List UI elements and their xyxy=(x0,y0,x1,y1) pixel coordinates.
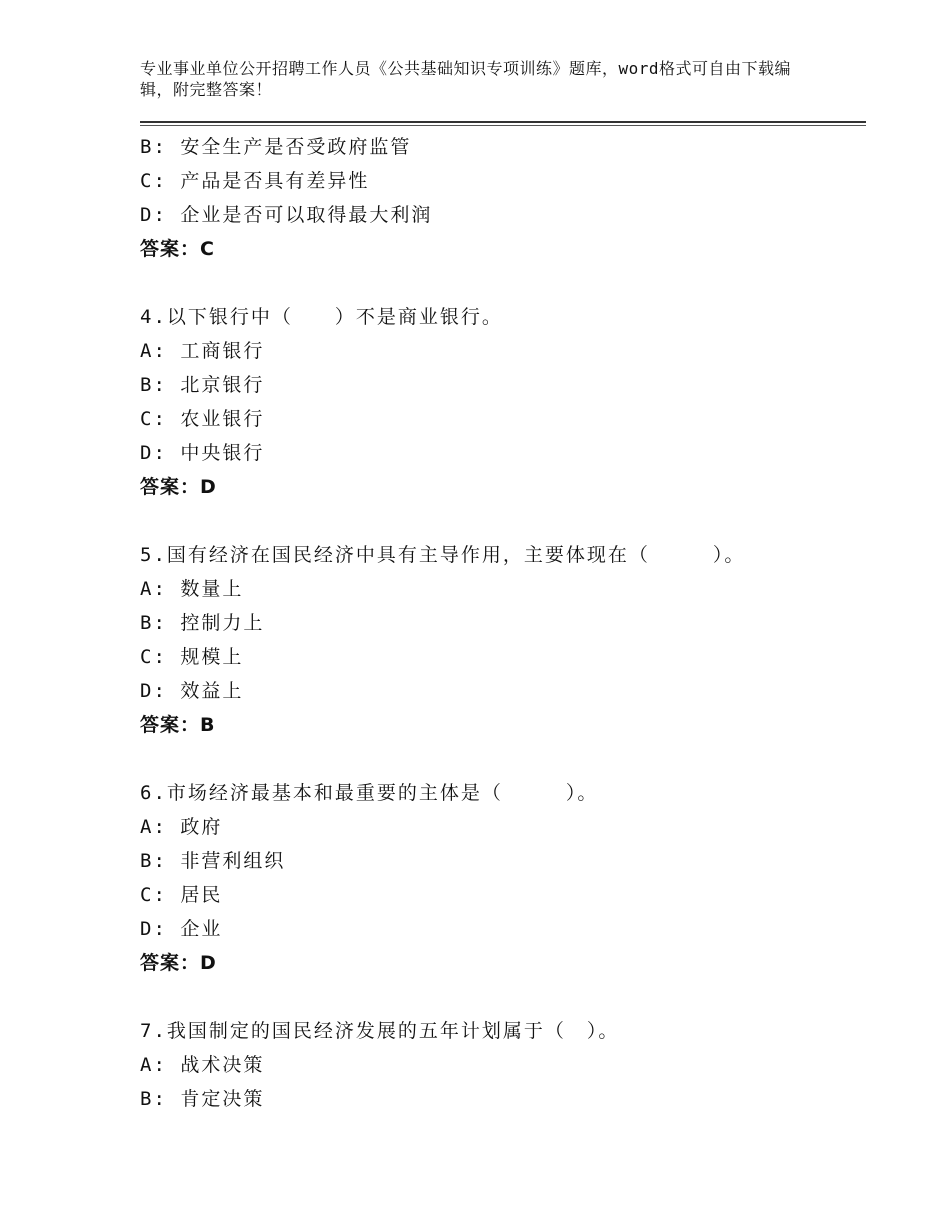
option-b: B: 控制力上 xyxy=(140,612,265,634)
question-stem: 7.我国制定的国民经济发展的五年计划属于（ ）。 xyxy=(140,1020,620,1042)
option-d: D: 中央银行 xyxy=(140,442,265,464)
question-block-4 xyxy=(140,300,860,504)
option-d: D: 企业是否可以取得最大利润 xyxy=(140,204,433,226)
spacer xyxy=(140,266,860,300)
question-list xyxy=(140,130,860,1116)
document-header: 专业事业单位公开招聘工作人员《公共基础知识专项训练》题库，word格式可自由下载编辑，附完整答案！ xyxy=(140,59,792,99)
option-b: B: 北京银行 xyxy=(140,374,265,396)
answer-line: 答案：C xyxy=(140,238,215,260)
answer-line: 答案：D xyxy=(140,952,217,974)
question-stem: 4.以下银行中（ ）不是商业银行。 xyxy=(140,306,503,328)
question-stem: 5.国有经济在国民经济中具有主导作用，主要体现在（ ）。 xyxy=(140,544,746,566)
option-a: A: 战术决策 xyxy=(140,1054,265,1076)
spacer xyxy=(140,504,860,538)
header-divider-thin xyxy=(140,125,866,126)
spacer xyxy=(140,742,860,776)
question-stem: 6.市场经济最基本和最重要的主体是（ ）。 xyxy=(140,782,599,804)
spacer xyxy=(140,980,860,1014)
question-block-7 xyxy=(140,1014,860,1116)
option-a: A: 数量上 xyxy=(140,578,244,600)
option-d: D: 效益上 xyxy=(140,680,244,702)
option-b: B: 肯定决策 xyxy=(140,1088,265,1110)
option-b: B: 非营利组织 xyxy=(140,850,286,872)
option-c: C: 农业银行 xyxy=(140,408,265,430)
question-block-6 xyxy=(140,776,860,980)
header-divider xyxy=(140,121,866,123)
answer-line: 答案：D xyxy=(140,476,217,498)
option-b: B: 安全生产是否受政府监管 xyxy=(140,136,412,158)
question-block-3 xyxy=(140,130,860,266)
answer-line: 答案：B xyxy=(140,714,216,736)
option-a: A: 政府 xyxy=(140,816,223,838)
option-a: A: 工商银行 xyxy=(140,340,265,362)
question-block-5 xyxy=(140,538,860,742)
option-c: C: 居民 xyxy=(140,884,223,906)
option-c: C: 规模上 xyxy=(140,646,244,668)
option-c: C: 产品是否具有差异性 xyxy=(140,170,370,192)
option-d: D: 企业 xyxy=(140,918,223,940)
